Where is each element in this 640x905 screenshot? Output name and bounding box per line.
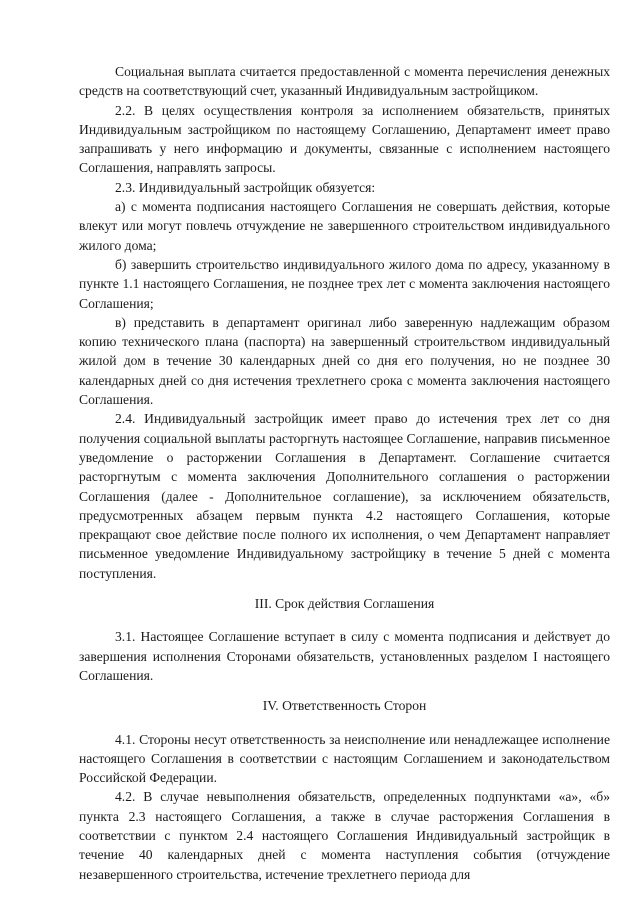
paragraph-4-1: 4.1. Стороны несут ответственность за неисполнение или ненадлежащее исполнение настоящего Соглашения в соответствии с настоящим Соглашением и законодательством Российской Федерации. bbox=[79, 731, 610, 786]
paragraph-2-3-b: б) завершить строительство индивидуального жилого дома по адресу, указанному в пункте 1.1 настоящего Соглашения, не позднее трех лет с момента заключения настоящего Соглашения; bbox=[79, 256, 610, 311]
paragraph-2-3-a: а) с момента подписания настоящего Соглашения не совершать действия, которые влекут или могут повлечь отчуждение не завершенного строительством индивидуального жилого дома; bbox=[79, 199, 610, 253]
paragraph-payment-provided: Социальная выплата считается предоставленной с момента перечисления денежных средств на соответствующий счет, указанный Индивидуальным застройщиком. bbox=[79, 64, 610, 99]
document-page bbox=[79, 62, 610, 884]
paragraph-3-1: 3.1. Настоящее Соглашение вступает в силу с момента подписания и действует до завершения исполнения Сторонами обязательств, установленных разделом I настоящего Соглашения. bbox=[79, 629, 610, 683]
paragraph-2-3-v: в) представить в департамент оригинал либо заверенную надлежащим образом копию технического плана (паспорта) на завершенный строительством индивидуальный жилой дом в течение 30 календарных дней со дня его получения, но не позднее 30 календарных дней со дня истечения трехлетнего срока с момента заключения настоящего Соглашения. bbox=[79, 314, 610, 408]
paragraph-4-2: 4.2. В случае невыполнения обязательств, определенных подпунктами «а», «б» пункта 2.3 настоящего Соглашения, а также в случае расторжения Соглашения в соответствии с пунктом 2.4 настоящего Соглашения Индивидуальный застройщик в течение 40 календарных дней с момента наступления события (отчуждение незавершенного строительства, истечение трехлетнего периода для bbox=[79, 789, 610, 882]
paragraph-2-3: 2.3. Индивидуальный застройщик обязуется: bbox=[115, 179, 376, 195]
section-4-heading: IV. Ответственность Сторон bbox=[262, 698, 427, 714]
paragraph-2-2: 2.2. В целях осуществления контроля за исполнением обязательств, принятых Индивидуальным застройщиком по настоящему Соглашению, Департамент имеет право запрашивать у него информацию и документы, связанные с исполнением настоящего Соглашения, направлять запросы. bbox=[79, 102, 610, 176]
paragraph-2-4: 2.4. Индивидуальный застройщик имеет право до истечения трех лет со дня получения социальной выплаты расторгнуть настоящее Соглашение, направив письменное уведомление о расторжении Соглашения в Департамент. Соглашение считается расторгнутым с момента заключения Дополнительного соглашения о расторжении Соглашения (далее - Дополнительное соглашение), за исключением обязательств, предусмотренных абзацем первым пункта 4.2 настоящего Соглашения, которые прекращают свое действие после полного их исполнения, о чем Департамент направляет письменное уведомление Индивидуальному застройщику в течение 5 дней с момента поступления. bbox=[79, 411, 610, 581]
section-3-heading: III. Срок действия Соглашения bbox=[254, 596, 435, 612]
